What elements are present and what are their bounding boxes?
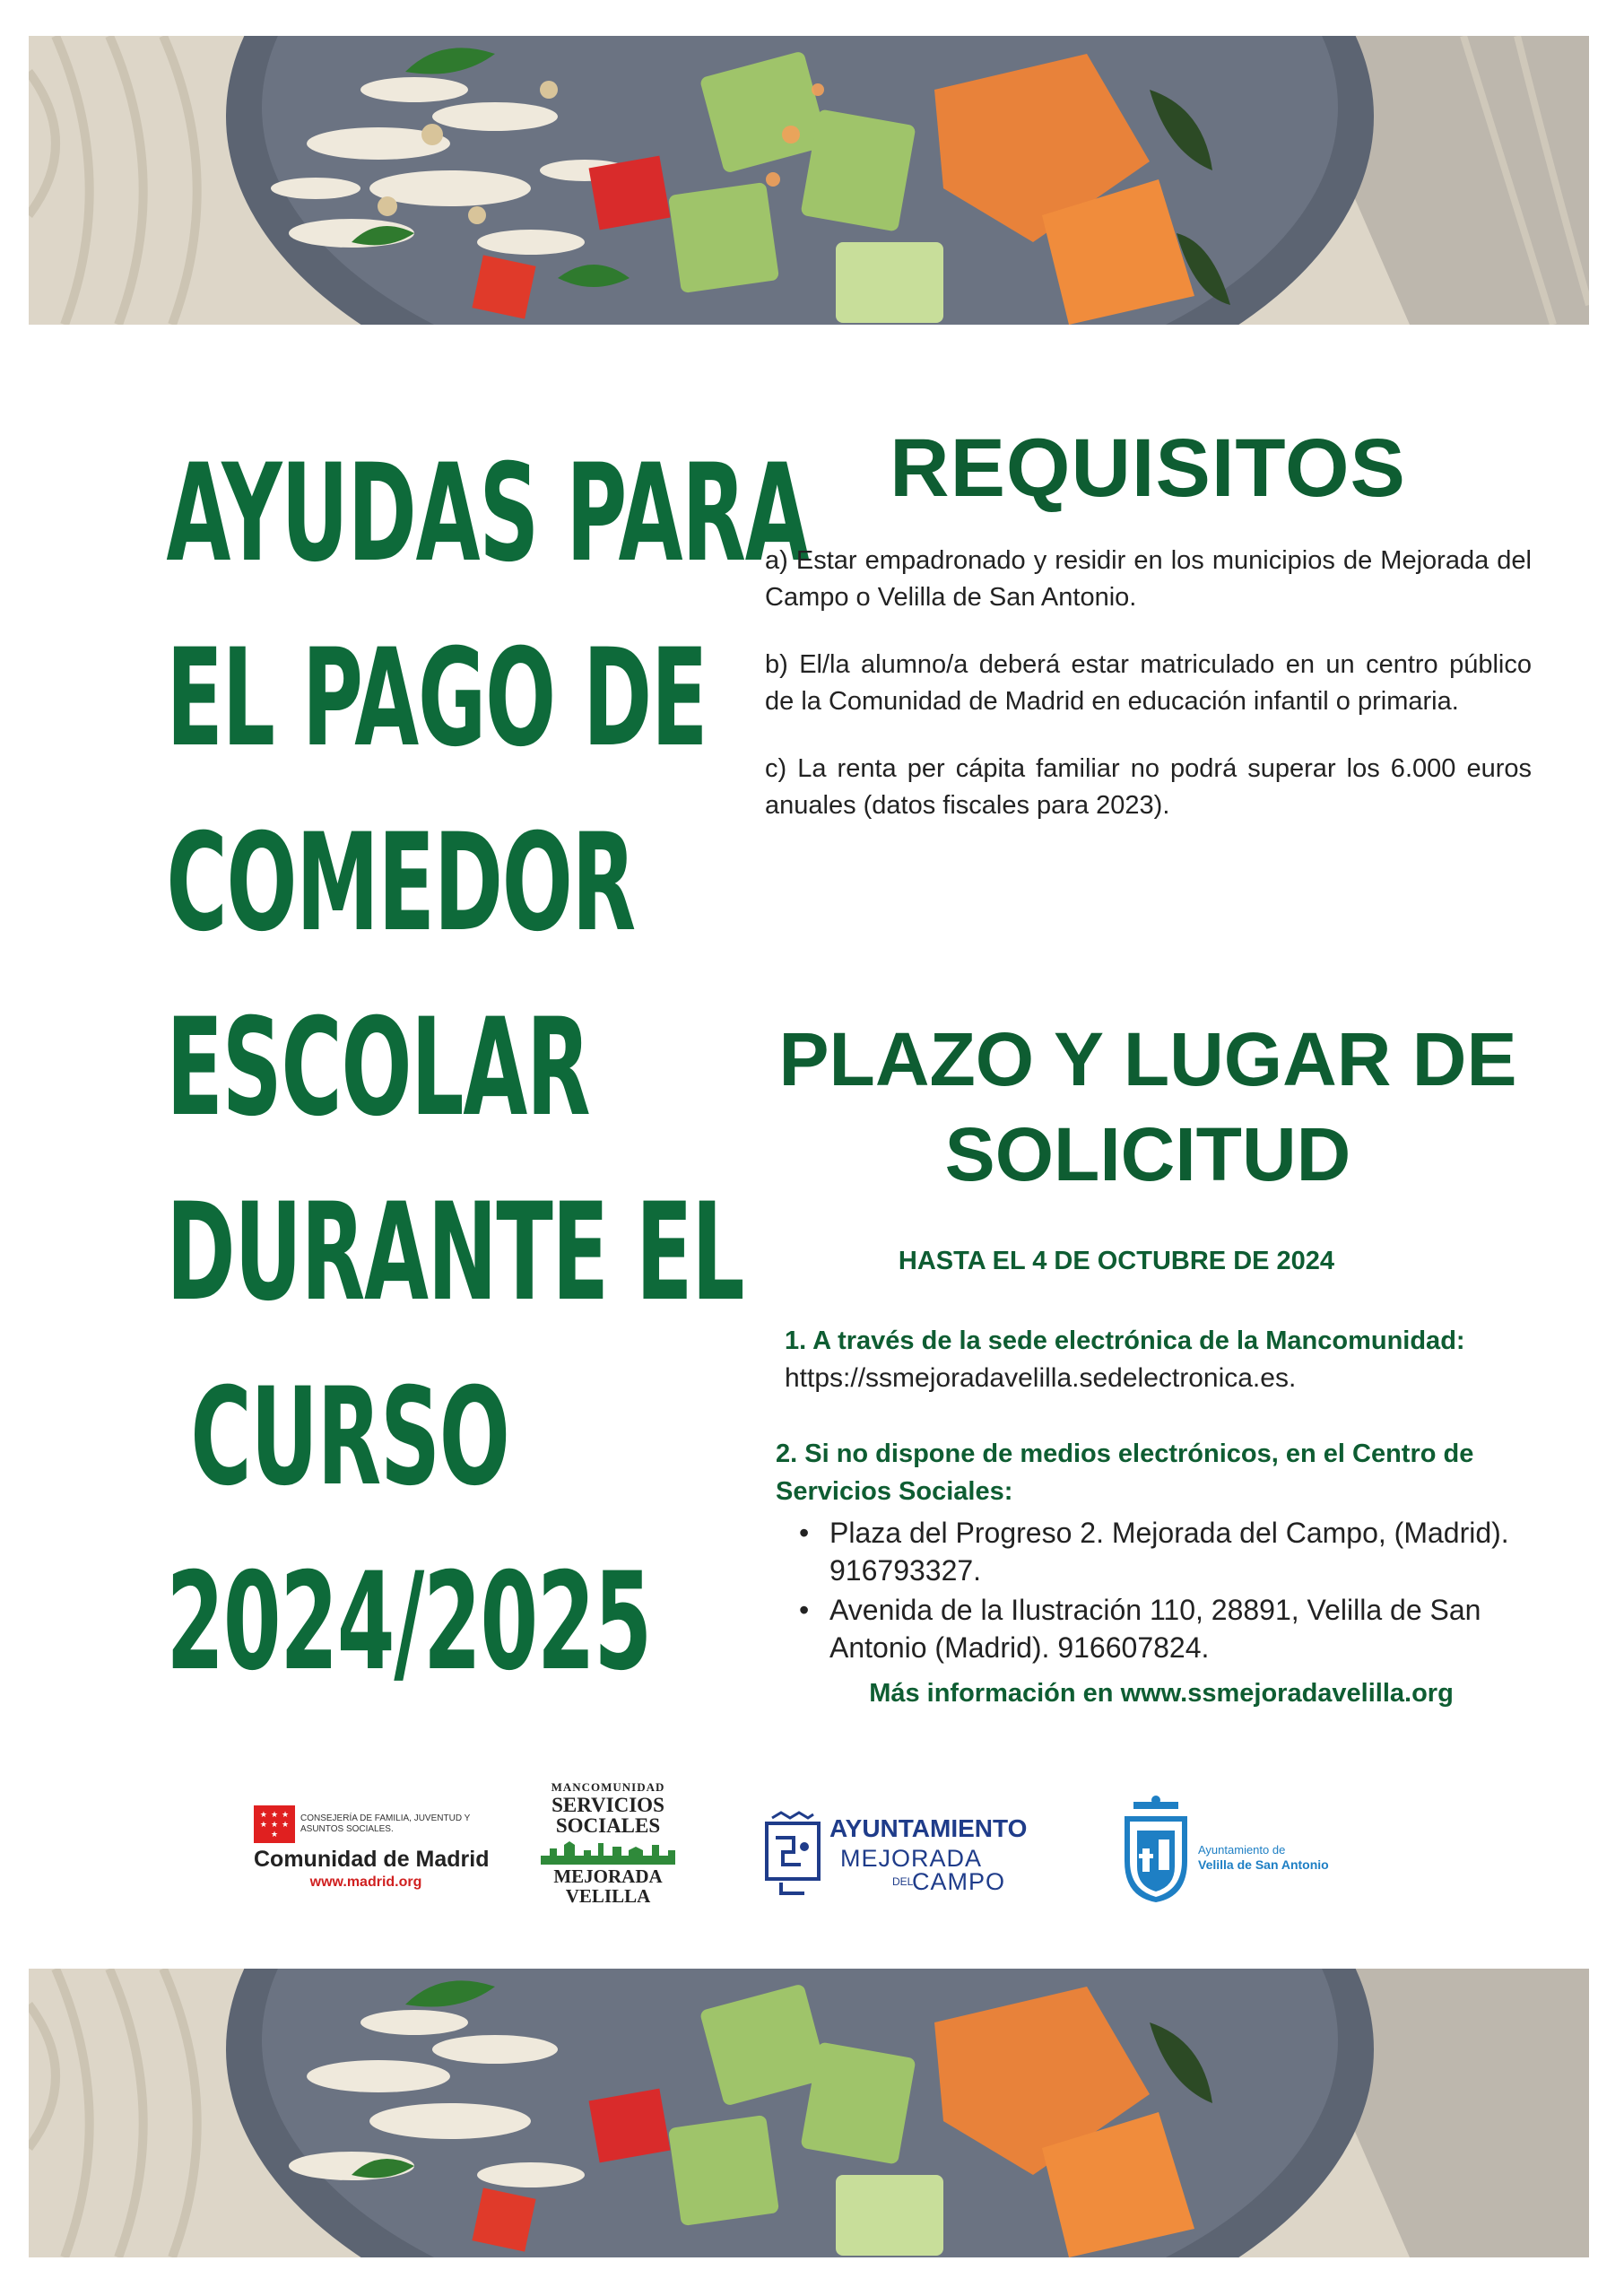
ss-line2: SOCIALES — [555, 1814, 661, 1837]
madrid-flag-icon: ★ ★ ★ ★ ★ ★ ★ — [254, 1805, 295, 1843]
method-in-person — [776, 1435, 1511, 1709]
main-title — [166, 422, 809, 1715]
logos-row — [0, 1780, 1624, 1933]
title-line: 2024/2025 — [166, 1544, 651, 1700]
ayto-title: AYUNTAMIENTO — [829, 1814, 1028, 1842]
ayto-campo: CAMPO — [912, 1868, 1006, 1895]
food-photo-illustration — [29, 36, 1589, 325]
ss-line3: MEJORADA — [553, 1866, 663, 1887]
servicios-sociales-logo — [536, 1780, 680, 1906]
velilla-shield-icon — [1119, 1795, 1193, 1904]
method-in-person-title: 2. Si no dispone de medios electrónicos, en el Centro de Servicios Sociales: — [776, 1439, 1474, 1506]
method-online-title: 1. A través de la sede electrónica de la Mancomunidad: — [785, 1326, 1465, 1355]
plazo-heading-line1: PLAZO Y LUGAR DE — [778, 1017, 1517, 1101]
cam-department: CONSEJERÍA DE FAMILIA, JUVENTUD Y ASUNTOS SOCIALES. — [300, 1813, 471, 1834]
title-line: AYUDAS PARA — [166, 436, 809, 592]
method-online — [785, 1322, 1538, 1397]
ayto-del: DEL — [892, 1875, 914, 1888]
ss-line4: VELILLA — [565, 1885, 651, 1907]
cam-website: www.madrid.org — [309, 1874, 422, 1890]
deadline-text: HASTA EL 4 DE OCTUBRE DE 2024 — [898, 1247, 1335, 1275]
ayto-mejorada: MEJORADA — [840, 1845, 983, 1872]
food-banner-bottom — [29, 1969, 1589, 2257]
locations-list — [776, 1514, 1511, 1666]
food-banner-top — [29, 36, 1589, 325]
velilla-text2: Velilla de San Antonio — [1198, 1857, 1329, 1872]
more-info-link[interactable]: Más información en www.ssmejoradavelilla.org — [869, 1679, 1454, 1708]
cam-name: Comunidad de Madrid — [254, 1847, 490, 1872]
ss-top-text: MANCOMUNIDAD — [551, 1780, 665, 1794]
ss-line1: SERVICIOS — [551, 1794, 664, 1816]
title-line: ESCOLAR — [166, 990, 590, 1146]
requisito-item: c) La renta per cápita familiar no podrá superar los 6.000 euros anuales (datos fiscales para 2023). — [765, 754, 1532, 820]
plazo-heading-line2: SOLICITUD — [944, 1112, 1351, 1196]
requisito-item: b) El/la alumno/a deberá estar matriculado en un centro público de la Comunidad de Madrid en educación infantil o primaria. — [765, 650, 1532, 716]
title-line: COMEDOR — [166, 805, 635, 961]
requisito-item: a) Estar empadronado y residir en los municipios de Mejorada del Campo o Velilla de San Antonio. — [765, 546, 1532, 612]
food-photo-illustration — [29, 1969, 1589, 2257]
location-item: • Avenida de la Ilustración 110, 28891, Velilla de San Antonio (Madrid). 916607824. — [794, 1591, 1511, 1666]
mejorada-emblem-icon — [763, 1811, 822, 1897]
ayuntamiento-mejorada-logo — [763, 1811, 1032, 1900]
location-item: • Plaza del Progreso 2. Mejorada del Campo, (Madrid). 916793327. — [794, 1514, 1511, 1589]
skyline-icon — [541, 1838, 675, 1865]
comunidad-madrid-logo — [254, 1805, 496, 1891]
title-line: EL PAGO DE — [166, 621, 708, 777]
title-line: DURANTE EL — [166, 1175, 744, 1331]
velilla-text1: Ayuntamiento de — [1198, 1843, 1286, 1857]
requisitos-heading: REQUISITOS — [890, 422, 1406, 514]
plazo-heading — [762, 1012, 1533, 1202]
ayuntamiento-velilla-logo — [1119, 1795, 1388, 1902]
sede-electronica-link[interactable]: https://ssmejoradavelilla.sedelectronica.es. — [785, 1363, 1297, 1393]
title-line: CURSO — [190, 1360, 509, 1516]
requisitos-list — [765, 543, 1532, 855]
